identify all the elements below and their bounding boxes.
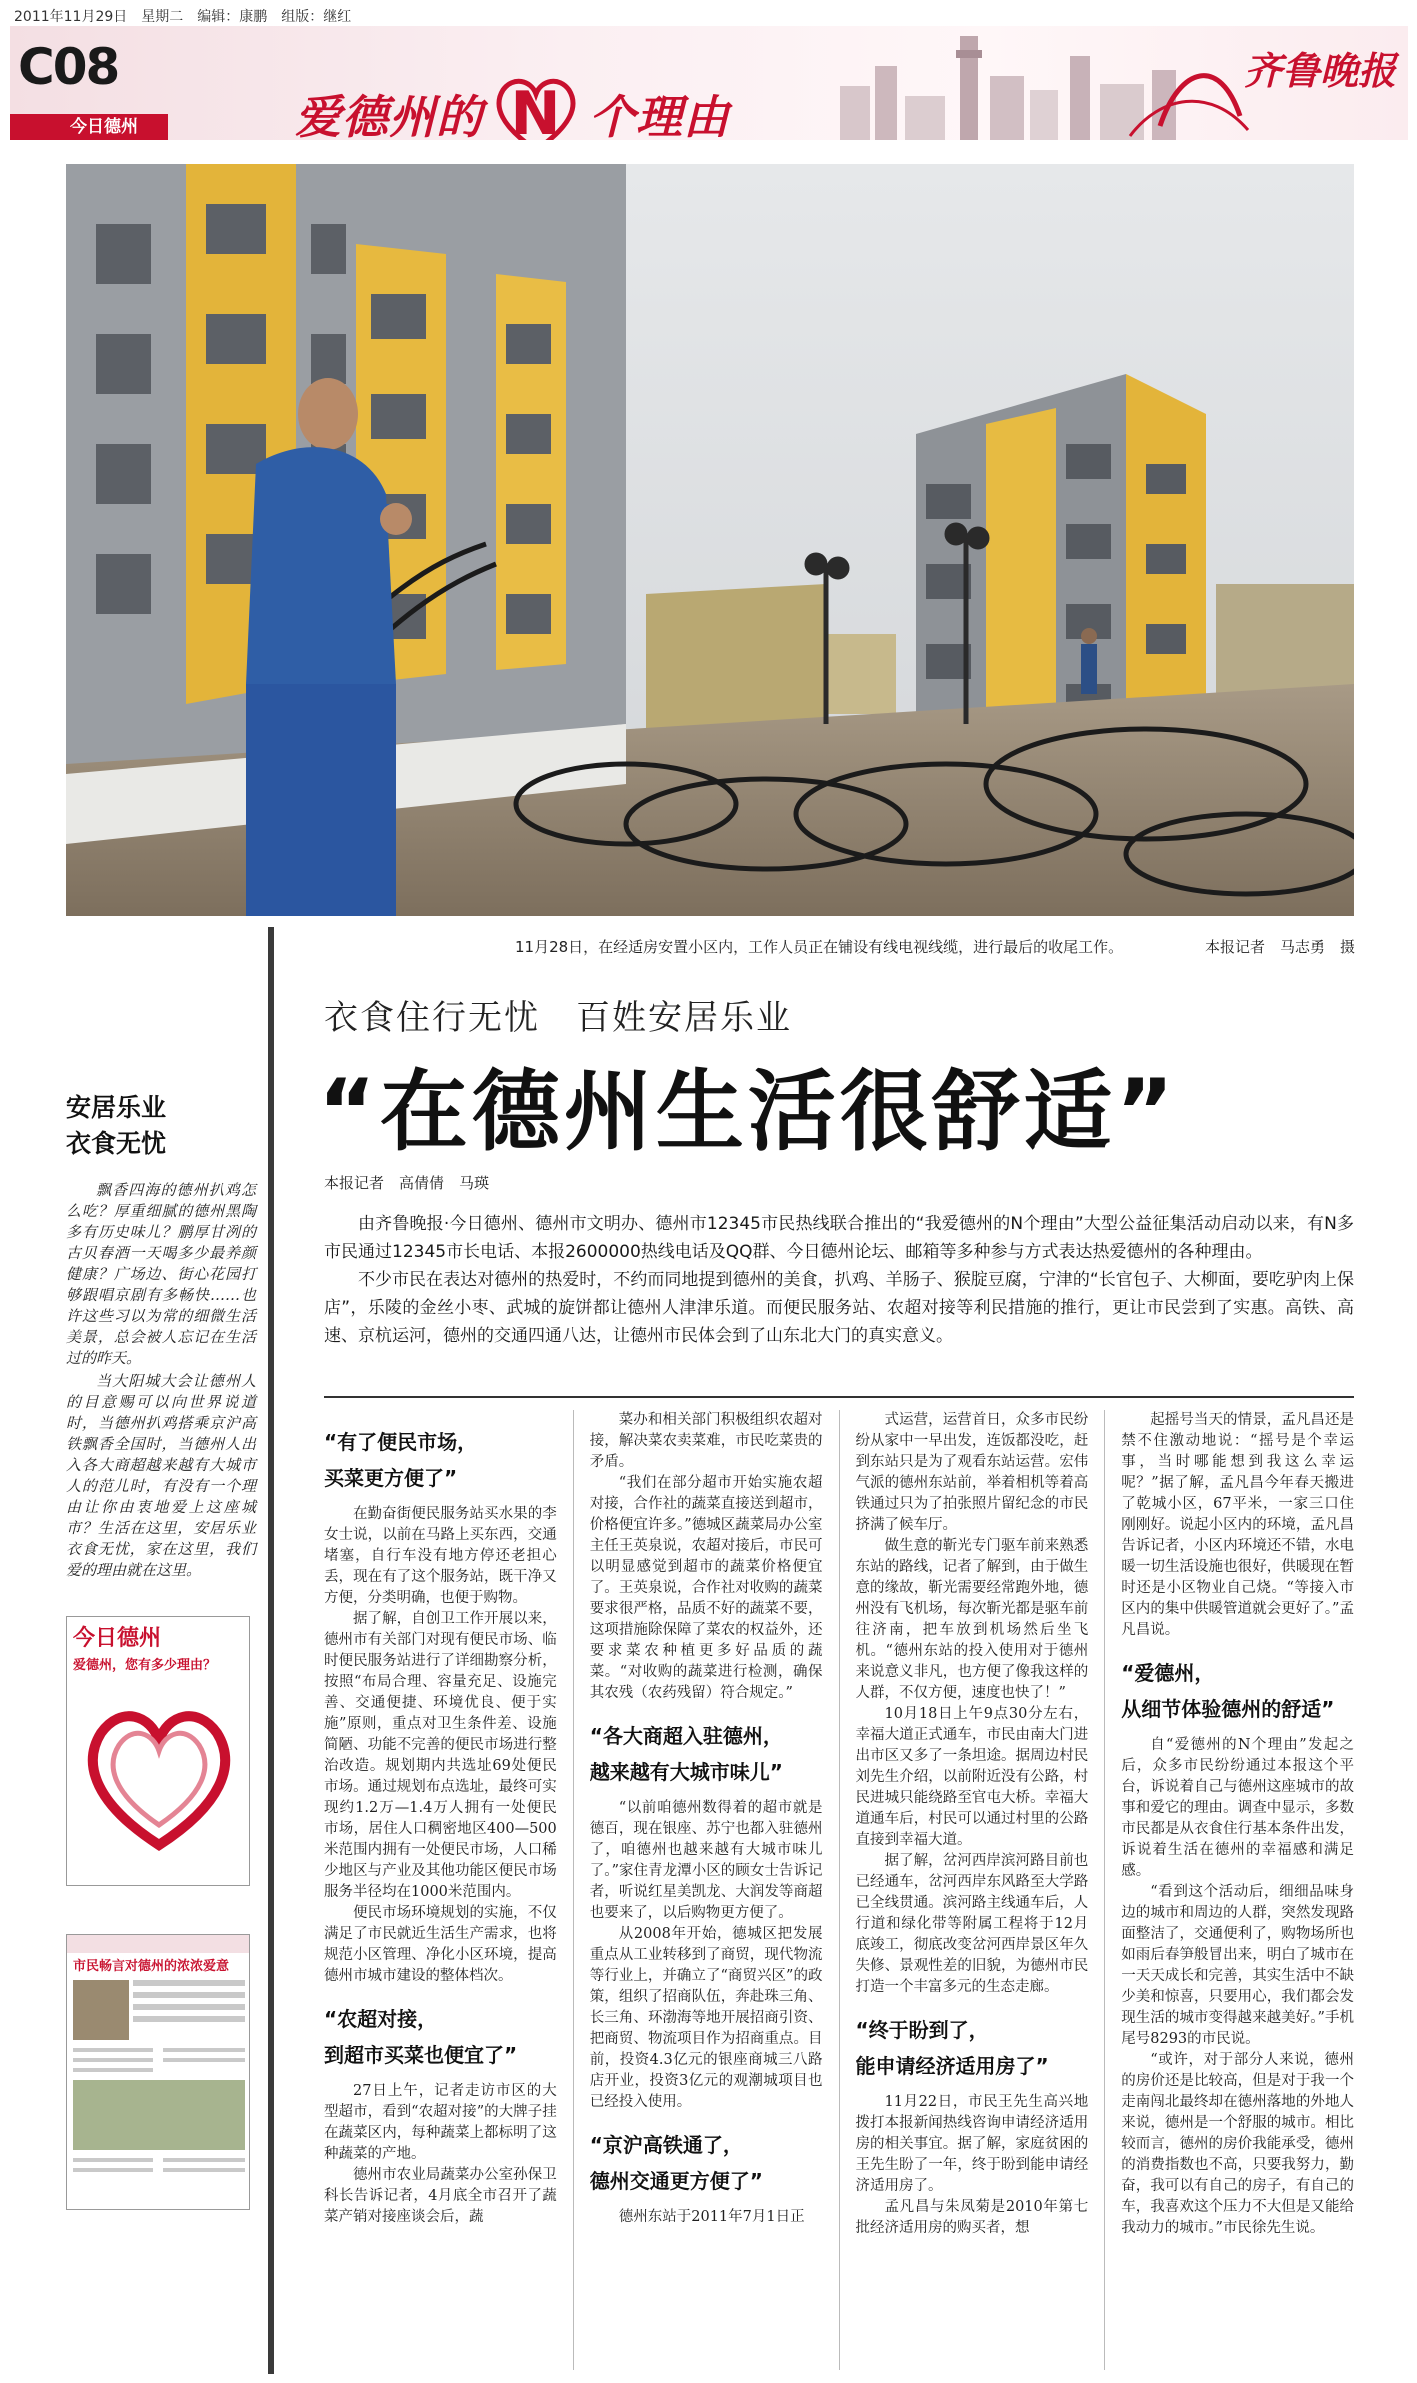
thumbnail-2-banner (67, 1935, 249, 1953)
column-title-n: N (510, 79, 562, 140)
body-paragraph: 德州东站于2011年7月1日正 (618, 2209, 805, 2225)
sidebar-title (66, 1090, 256, 1162)
subhead-line: “终于盼到了， (855, 2018, 989, 2042)
page-banner (10, 26, 1408, 140)
subhead-line: 德州交通更方便了” (589, 2169, 763, 2193)
subhead-line: “各大商超入驻德州， (589, 1724, 783, 1748)
body-paragraph: 10月18日上午9点30分左右，幸福大道正式通车，市民由南大门进出市区又多了一条坦途。据周边村民刘先生介绍，以前附近没有公路，村民进城只能绕路至官屯大桥。幸福大道通车后，村民可以通过村里的公路直接到幸福大道。 (855, 1706, 1089, 1848)
body-paragraph: 起摇号当天的情景，孟凡昌还是禁不住激动地说：“摇号是个幸运事，当时哪能想到我这么幸运呢？”据了解，孟凡昌今年春天搬进了乾城小区，67平米，一家三口住刚刚好。说起小区内的环境，孟凡昌告诉记者，小区内环境还不错，水电暖一切生活设施也很好，供暖现在暂时还是小区物业自己烧。“等接入市区内的集中供暖管道就会更好了。”孟凡昌说。 (1121, 1412, 1354, 1638)
editor-credit: 编辑：康鹏 (197, 9, 268, 25)
sidebar-paragraph: 当大阳城大会让德州人的目意赐可以向世界说道时，当德州扒鸡搭乘京沪高铁飘香全国时，当德州人出入各大商超越来越有大城市人的范儿时，有没有一个理由让你由衷地爱上这座城市？生活在这里，安居乐业衣食无忧，家在这里，我们爱的理由就在这里。 (66, 1372, 256, 1579)
column-title (295, 72, 730, 140)
issue-date: 2011年11月29日 (14, 9, 128, 25)
subhead-line: “爱德州， (1121, 1661, 1215, 1685)
article-column-3 (856, 1410, 1089, 2370)
body-paragraph: 据了解，自创卫工作开展以来，德州市有关部门对现有便民市场、临时便民服务站进行了详细勘察分析，按照“布局合理、容量充足、设施完善、交通便捷、环境优良、便于实施”原则，重点对卫生条件差、设施简陋、功能不完善的便民市场进行整治改造。规划期内共选址69处便民市场。通过规划布点选址，最终可实现约1.2万—1.4万人拥有一处便民市场，居住人口稠密地区400—500米范围内拥有一处便民市场，人口稀少地区与产业及其他功能区便民市场服务半径均在1000米范围内。 (324, 1611, 557, 1900)
lead-divider (324, 1396, 1354, 1398)
body-paragraph: “看到这个活动后，细细品味身边的城市和周边的人群，突然发现路面整洁了，交通便利了，购物场所也如雨后春笋般冒出来，明白了城市在一天天成长和完善，其实生活中不缺少美和惊喜，只要用心，我们都会发现生活的城市变得越来越美好。”手机尾号8293的市民说。 (1121, 1884, 1354, 2047)
body-paragraph: 从2008年开始，德城区把发展重点从工业转移到了商贸，现代物流等行业上，并确立了“商贸兴区”的政策，组织了招商队伍，奔赴珠三角、长三角、环渤海等地开展招商引资、把商贸、物流项目作为招商重点。目前，投资4.3亿元的银座商城三八路店开业，投资3亿元的观潮城项目也已经投入使用。 (589, 1926, 823, 2110)
article-column-4 (1121, 1410, 1354, 2370)
thumbnail-2-subtitle: 市民畅言对德州的浓浓爱意 (73, 1959, 230, 1974)
subhead-line: 能申请经济适用房了” (855, 2054, 1049, 2078)
column-title-right: 个理由 (589, 90, 730, 140)
photo-caption-text: 11月28日，在经适房安置小区内，工作人员正在铺设有线电视线缆，进行最后的收尾工作。 (515, 938, 1124, 956)
thumbnail-1-title: 今日德州 (67, 1617, 249, 1652)
body-paragraph: 在勤奋街便民服务站买水果的李女士说，以前在马路上买东西，交通堵塞，自行车没有地方停还老担心丢，现在有了这个服务站，既干净又方便，分类明确，也便于购物。 (324, 1506, 557, 1606)
newspaper-masthead: 齐鲁晚报 (1243, 48, 1396, 93)
layout-credit: 组版：继红 (281, 9, 352, 25)
sidebar-divider (268, 927, 274, 2374)
body-paragraph: “或许，对于部分人来说，德州的房价还是比较高，但是对于我一个走南闯北最终却在德州落地的外地人来说，德州是一个舒服的城市。相比较而言，德州的房价我能承受，德州的消费指数也不高，只要我努力，勤奋，我可以有自己的房子，有自己的车，我喜欢这个压力不大但是又能给我动力的城市。”市民徐先生说。 (1121, 2052, 1354, 2236)
column-title-left: 爱德州的 (295, 90, 483, 140)
page-meta-line (14, 6, 351, 26)
sidebar-title-line2: 衣食无忧 (66, 1129, 167, 1158)
thumbnail-1-subtitle: 爱德州，您有多少理由？ (73, 1658, 217, 1673)
article-headline: “在德州生活很舒适” (318, 1060, 1178, 1163)
body-paragraph: 式运营，运营首日，众多市民纷纷从家中一早出发，连饭都没吃，赶到东站只是为了观看东站运营。宏伟气派的德州东站前，举着相机等着高铁通过只为了拍张照片留纪念的市民挤满了候车厅。 (855, 1412, 1089, 1533)
subhead-line: 买菜更方便了” (324, 1466, 458, 1490)
lead-paragraph: 不少市民在表达对德州的热爱时，不约而同地提到德州的美食，扒鸡、羊肠子、猴腚豆腐，宁津的“长官包子、大柳面，要吃驴肉上保店”，乐陵的金丝小枣、武城的旋饼都让德州人津津乐道。而便民服务站、农超对接等利民措施的推行，更让市民尝到了实惠。高铁、高速、京杭运河，德州的交通四通八达，让德州市民体会到了山东北大门的真实意义。 (324, 1270, 1354, 1346)
article-kicker: 衣食住行无忧 百姓安居乐业 (324, 998, 792, 1038)
related-page-thumbnail-2 (66, 1934, 250, 2210)
article-column-1 (324, 1410, 557, 2370)
sidebar-body (66, 1180, 256, 1583)
sidebar-paragraph: 飘香四海的德州扒鸡怎么吃？厚重细腻的德州黑陶多有历史味儿？鹏厚甘冽的古贝春酒一天喝多少最养颜健康？广场边、街心花园打够跟唱京剧有多畅快……也许这些习以为常的细微生活美景，总会被人忘记在生活过的昨天。 (66, 1181, 256, 1367)
photo-caption (515, 936, 1355, 957)
body-paragraph: 孟凡昌与朱凤菊是2010年第七批经济适用房的购买者，想 (855, 2199, 1089, 2236)
body-paragraph: “以前咱德州数得着的超市就是德百，现在银座、苏宁也都入驻德州了，咱德州也越来越有大城市味儿了。”家住青龙潭小区的顾女士告诉记者，听说红星美凯龙、大润发等商超也要来了，以后购物更方便了。 (589, 1800, 823, 1921)
subhead (590, 2127, 823, 2199)
subhead (856, 2012, 1089, 2084)
article-lead (324, 1210, 1354, 1350)
subhead-line: “京沪高铁通了， (589, 2133, 743, 2157)
issue-weekday: 星期二 (141, 9, 184, 25)
section-tag: 今日德州 (10, 114, 168, 140)
page-number: C08 (18, 38, 119, 96)
body-paragraph: 德州市农业局蔬菜办公室孙保卫科长告诉记者，4月底全市召开了蔬菜产销对接座谈会后，蔬 (324, 2167, 557, 2225)
city-skyline-illustration (830, 26, 1250, 140)
body-paragraph: “我们在部分超市开始实施农超对接，合作社的蔬菜直接送到超市，价格便宜许多。”德城区蔬菜局办公室主任王英泉说，农超对接后，市民可以明显感觉到超市的蔬菜价格便宜了。王英泉说，合作社对收购的蔬菜要求很严格，品质不好的蔬菜不要，这项措施除保障了菜农的权益外，还要求菜农种植更多好品质的蔬菜。“对收购的蔬菜进行检测，确保其农残（农药残留）符合规定。” (589, 1475, 823, 1701)
subhead-line: 从细节体验德州的舒适” (1121, 1697, 1335, 1721)
subhead (1121, 1655, 1354, 1727)
body-paragraph: 据了解，岔河西岸滨河路目前也已经通车，岔河西岸东风路至大学路已全线贯通。滨河路主线通车后，人行道和绿化带等附属工程将于12月底竣工，彻底改变岔河西岸景区年久失修、景观性差的旧貌，为德州市民打造一个丰富多元的生态走廊。 (855, 1853, 1089, 1995)
housing-construction-photo (66, 164, 1354, 916)
body-paragraph: 做生意的靳光专门驱车前来熟悉东站的路线，记者了解到，由于做生意的缘故，靳光需要经常跑外地，德州没有飞机场，每次靳光都是驱车前往济南，把车放到机场然后坐飞机。“德州东站的投入使用对于德州来说意义非凡，也方便了像我这样的人群，不仅方便，速度也快了！” (855, 1538, 1089, 1701)
heart-graphic-icon (67, 1675, 250, 1875)
article-column-2 (590, 1410, 823, 2370)
subhead-line: “农超对接， (324, 2007, 438, 2031)
subhead-line: 越来越有大城市味儿” (589, 1760, 783, 1784)
subhead (324, 1424, 557, 1496)
body-paragraph: 自“爱德州的N个理由”发起之后，众多市民纷纷通过本报这个平台，诉说着自己与德州这座城市的故事和爱它的理由。调查中显示，多数市民都是从衣食住行基本条件出发，诉说着生活在德州的幸福感和满足感。 (1121, 1737, 1354, 1879)
body-paragraph: 菜办和相关部门积极组织农超对接，解决菜农卖菜难，市民吃菜贵的矛盾。 (589, 1412, 823, 1470)
column-divider (839, 1410, 840, 2370)
body-paragraph: 11月22日，市民王先生高兴地拨打本报新闻热线咨询申请经济适用房的相关事宜。据了解，家庭贫困的王先生盼了一年，终于盼到能申请经济适用房了。 (855, 2094, 1089, 2194)
body-paragraph: 27日上午，记者走访市区的大型超市，看到“农超对接”的大牌子挂在蔬菜区内，每种蔬菜上都标明了这种蔬菜的产地。 (324, 2083, 557, 2162)
related-page-thumbnail-1 (66, 1616, 250, 1886)
article-byline: 本报记者 高倩倩 马瑛 (324, 1174, 490, 1192)
subhead-line: 到超市买菜也便宜了” (324, 2043, 518, 2067)
subhead-line: “有了便民市场， (324, 1430, 478, 1454)
subhead (324, 2001, 557, 2073)
thumbnail-2-layout-icon (67, 1976, 250, 2210)
heart-n-emblem (489, 72, 583, 140)
article-columns (324, 1410, 1354, 2370)
lead-paragraph: 由齐鲁晚报·今日德州、德州市文明办、德州市12345市民热线联合推出的“我爱德州的N个理由”大型公益征集活动启动以来，有N多市民通过12345市长电话、本报2600000热线电话及QQ群、今日德州论坛、邮箱等多种参与方式表达热爱德州的各种理由。 (324, 1214, 1354, 1262)
sidebar-title-line1: 安居乐业 (66, 1093, 167, 1122)
subhead (590, 1718, 823, 1790)
column-divider (573, 1410, 574, 2370)
body-paragraph: 便民市场环境规划的实施，不仅满足了市民就近生活生产需求，也将规范小区管理、净化小区环境，提高德州市城市建设的整体档次。 (324, 1905, 557, 1984)
lead-photo (66, 164, 1354, 916)
photo-credit: 本报记者 马志勇 摄 (1204, 938, 1355, 956)
column-divider (1104, 1410, 1105, 2370)
